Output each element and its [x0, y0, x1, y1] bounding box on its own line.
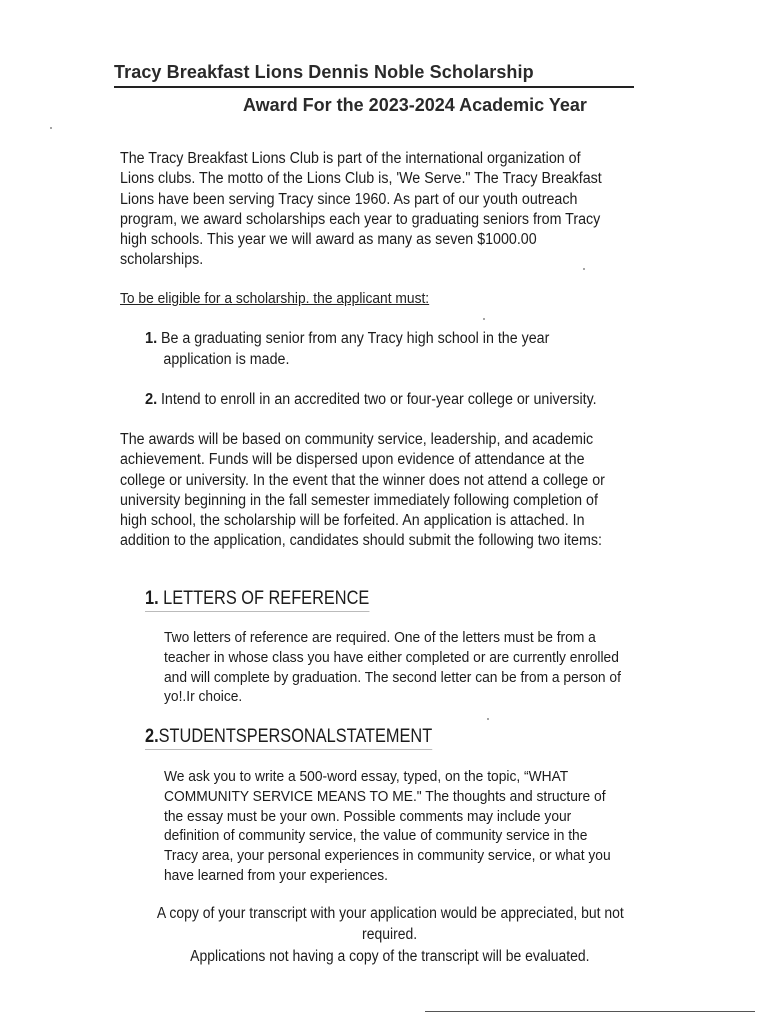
section-heading-personal-statement	[145, 726, 432, 750]
scan-speck	[583, 268, 585, 270]
section-title: LETTERS OF REFERENCE	[163, 588, 370, 609]
scan-speck	[483, 318, 485, 320]
personal-statement-paragraph: We ask you to write a 500-word essay, typed, on the topic, “WHAT COMMUNITY SERVICE MEANS TO ME." The thoughts and structure of the essay must be your own. Possible comments may include your definition of community service, the value of community service in the Tracy area, your personal experiences in community service, or what you have learned from your experiences.	[164, 768, 611, 884]
section-number: 1.	[145, 588, 159, 609]
references-paragraph: Two letters of reference are required. One of the letters must be from a teacher in whose class you have either completed or are currently enrolled and will complete by graduation. The second letter can be from a person of yo!.Ir choice.	[164, 629, 621, 706]
awards-paragraph: The awards will be based on community service, leadership, and academic achievement. Funds will be dispersed upon evidence of attendance at the college or university. In the event that the winner does not attend a college or university beginning in the fall semester immediately following completion of high school, the scholarship will be forfeited. An application is attached. In addition to the application, candidates should submit the following two items:	[120, 431, 605, 550]
eligibility-item-2	[145, 390, 623, 411]
eligibility-heading: To be eligible for a scholarship. the applicant must:	[120, 290, 430, 307]
transcript-note-line-2: required.	[362, 926, 418, 943]
transcript-note-line-1: A copy of your transcript with your application would be appreciated, but not	[156, 905, 624, 922]
intro-paragraph: The Tracy Breakfast Lions Club is part of the international organization of Lions clubs. The motto of the Lions Club is, 'We Serve." The Tracy Breakfast Lions have been serving Tracy since 1960. As part of our youth outreach program, we award scholarships each year to graduating seniors from Tracy high schools. This year we will award as many as seven $1000.00 scholarships.	[120, 150, 602, 269]
scan-speck	[50, 127, 52, 129]
eligibility-item-text-continued: application is made.	[163, 350, 290, 368]
document-title: Tracy Breakfast Lions Dennis Noble Scholarship	[114, 62, 634, 88]
scan-speck	[487, 718, 489, 720]
eligibility-item-1	[145, 329, 623, 370]
transcript-evaluation-note	[100, 946, 680, 967]
section-title: STUDENTSPERSONALSTATEMENT	[158, 726, 433, 747]
section-number: 2.	[145, 726, 159, 747]
transcript-note	[100, 903, 680, 945]
eligibility-item-number: 2.	[145, 391, 158, 408]
eligibility-item-number: 1.	[145, 330, 158, 347]
eligibility-item-text: Intend to enroll in an accredited two or four-year college or university.	[160, 391, 597, 408]
transcript-evaluation-text: Applications not having a copy of the transcript will be evaluated.	[190, 948, 590, 965]
eligibility-item-text: Be a graduating senior from any Tracy high school in the year	[160, 330, 550, 347]
document-subtitle: Award For the 2023-2024 Academic Year	[243, 95, 587, 115]
signature-line	[425, 1011, 755, 1012]
section-heading-references	[145, 588, 369, 612]
